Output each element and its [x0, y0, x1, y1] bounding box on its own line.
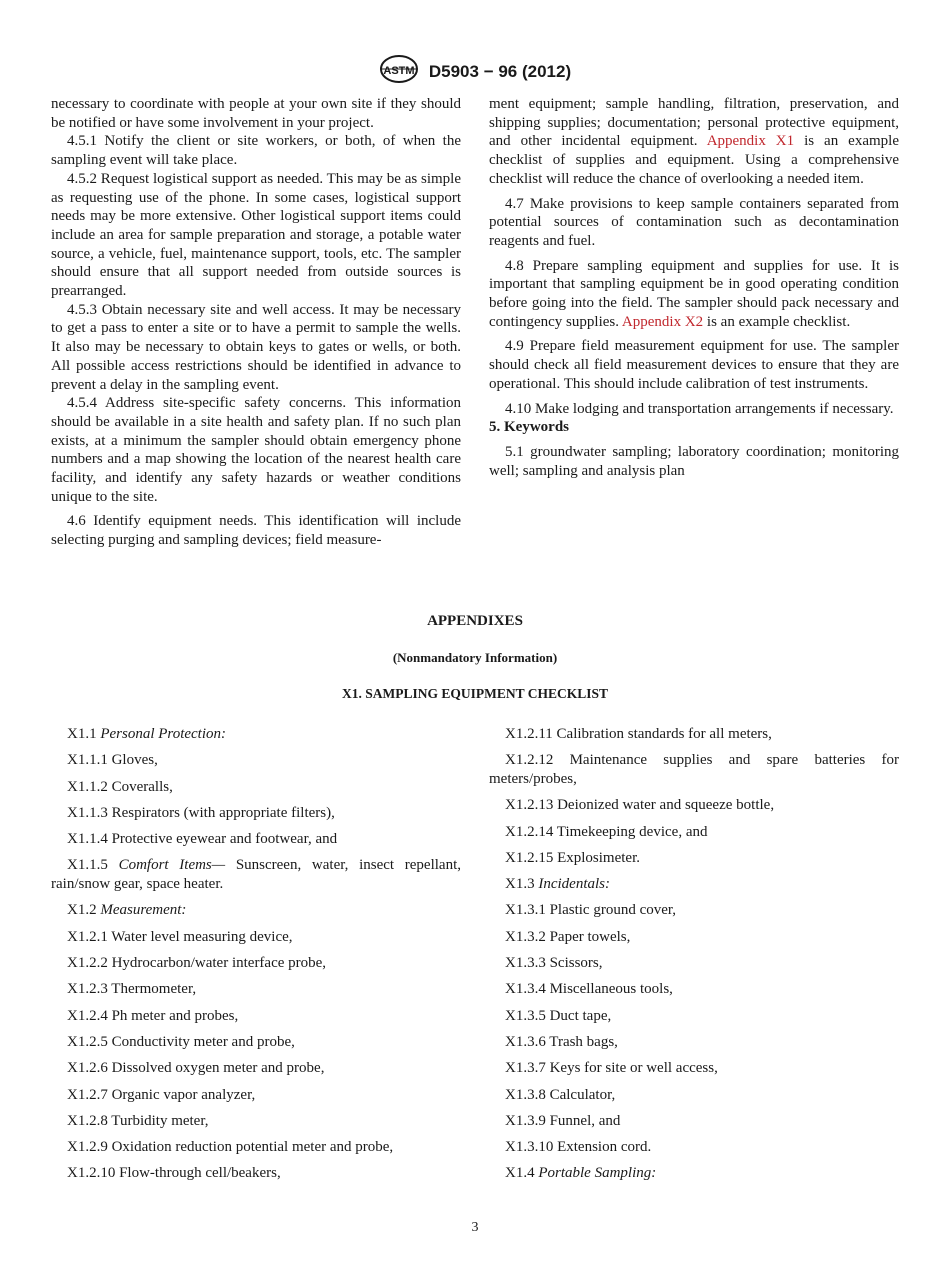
astm-logo-icon — [379, 54, 419, 89]
list-item-comfort: X1.1.5 Comfort Items— Sunscreen, water, insect repellant, rain/snow gear, space heater. — [51, 857, 461, 893]
list-item: X1.3.6 Trash bags, — [505, 1033, 618, 1050]
list-item: X1.3.5 Duct tape, — [505, 1007, 612, 1024]
list-item: X1.2.6 Dissolved oxygen meter and probe, — [67, 1060, 325, 1077]
list-item: X1.2.2 Hydrocarbon/water interface probe, — [67, 955, 327, 972]
list-item: X1.3.9 Funnel, and — [505, 1112, 621, 1129]
list-item: X1.2.5 Conductivity meter and probe, — [67, 1033, 295, 1050]
paragraph-4-5-4: 4.5.4 Address site-specific safety concerns. This information should be available in a site health and safety plan. If no such plan exists, at a minimum the sampler should obtain emergency phone numbers and a map showing the location of the nearest health care facility, and identify any safety hazards or weather conditions unique to the site. — [51, 395, 461, 505]
paragraph-4-5-3: 4.5.3 Obtain necessary site and well access. It may be necessary to get a pass to enter a site or to have a permit to sample the wells. It also may be necessary to obtain keys to gates or wells, or both. All possible access restrictions should be identified in advance to prevent a delay in the sampling event. — [51, 301, 461, 393]
appendixes-subtitle: (Nonmandatory Information) — [392, 650, 558, 665]
keywords-heading: 5. Keywords — [489, 419, 569, 436]
list-item: X1.2.3 Thermometer, — [67, 981, 197, 998]
appendix-x1-link[interactable]: Appendix X1 — [706, 133, 795, 150]
list-item: X1.3.8 Calculator, — [505, 1086, 616, 1103]
list-item: X1.1.4 Protective eyewear and footwear, and — [67, 831, 338, 848]
left-column-top — [51, 95, 461, 550]
page-header — [0, 54, 950, 89]
list-item: X1.1.3 Respirators (with appropriate filters), — [67, 804, 335, 821]
list-item: X1.3.7 Keys for site or well access, — [505, 1060, 718, 1077]
checklist-left-column — [51, 725, 461, 1191]
paragraph-4-6-continued: ment equipment; sample handling, filtration, preservation, and shipping supplies; documentation; personal protective equipment, and other incidental equipment. Appendix X1 is an example checklist of supplies and equipment. Using a comprehensive checklist will reduce the chance of overlooking a needed item. — [489, 96, 899, 187]
list-item: X1.2.12 Maintenance supplies and spare batteries for meters/probes, — [489, 752, 899, 787]
list-item: X1.2.9 Oxidation reduction potential meter and probe, — [67, 1139, 394, 1156]
checklist-right-column — [489, 725, 899, 1191]
paragraph-4-8: 4.8 Prepare sampling equipment and supplies for use. It is important that sampling equipment be in good operating condition before going into the field. The sampler should pack necessary and contingency supplies. Appendix X2 is an example checklist. — [489, 257, 899, 330]
x1-title: X1. SAMPLING EQUIPMENT CHECKLIST — [341, 686, 609, 701]
appendix-x2-link[interactable]: Appendix X2 — [621, 313, 704, 330]
paragraph-4-10: 4.10 Make lodging and transportation arrangements if necessary. — [505, 400, 894, 417]
list-item: X1.2.4 Ph meter and probes, — [67, 1007, 239, 1024]
list-item: X1.2.15 Explosimeter. — [505, 849, 640, 866]
list-item: X1.2.7 Organic vapor analyzer, — [67, 1086, 256, 1103]
paragraph-4-9: 4.9 Prepare field measurement equipment for use. The sampler should check all field measurement devices to ensure that they are operational. This should include calibration of test instruments. — [489, 338, 899, 392]
right-column-top — [489, 95, 899, 480]
appendixes-title: APPENDIXES — [427, 613, 523, 629]
x1-2-heading: X1.2 Measurement: — [67, 902, 187, 919]
list-item: X1.1.2 Coveralls, — [67, 778, 173, 795]
document-designation: D5903 − 96 (2012) — [428, 61, 572, 81]
list-item: X1.1.1 Gloves, — [67, 752, 158, 769]
list-item: X1.3.3 Scissors, — [505, 955, 603, 972]
paragraph-5-1: 5.1 groundwater sampling; laboratory coordination; monitoring well; sampling and analysis plan — [489, 443, 899, 479]
paragraph-continued: necessary to coordinate with people at your own site if they should be notified or have some involvement in your project. — [51, 96, 461, 131]
list-item: X1.2.11 Calibration standards for all meters, — [505, 726, 772, 742]
list-item: X1.3.1 Plastic ground cover, — [505, 902, 677, 919]
paragraph-4-5-1: 4.5.1 Notify the client or site workers, or both, of when the sampling event will take place. — [51, 133, 461, 169]
x1-1-heading: X1.1 Personal Protection: — [67, 726, 227, 742]
list-item: X1.3.2 Paper towels, — [505, 928, 631, 945]
paragraph-4-7: 4.7 Make provisions to keep sample containers separated from potential sources of contamination such as decontamination reagents and fuel. — [489, 195, 899, 249]
list-item: X1.3.10 Extension cord. — [505, 1139, 652, 1156]
logo-text: ASTM — [383, 65, 415, 77]
x1-4-heading: X1.4 Portable Sampling: — [505, 1165, 657, 1182]
page-number: 3 — [471, 1220, 479, 1235]
list-item: X1.2.14 Timekeeping device, and — [505, 823, 708, 840]
list-item: X1.2.13 Deionized water and squeeze bottle, — [505, 797, 775, 814]
list-item: X1.2.10 Flow-through cell/beakers, — [67, 1165, 281, 1182]
list-item: X1.3.4 Miscellaneous tools, — [505, 981, 673, 998]
paragraph-4-6: 4.6 Identify equipment needs. This identification will include selecting purging and sampling devices; field measure- — [51, 513, 461, 549]
x1-3-heading: X1.3 Incidentals: — [505, 876, 610, 893]
paragraph-4-5-2: 4.5.2 Request logistical support as needed. This may be as simple as requesting use of the phone. In some cases, logistical support needs may be more extensive. Other logistical support items could include an area for sample preparation and storage, a potable water source, a vehicle, fuel, maintenance support, tools, etc. The sampler should ensure that all support needed from outside sources is prearranged. — [51, 170, 461, 300]
list-item: X1.2.1 Water level measuring device, — [67, 928, 293, 945]
list-item: X1.2.8 Turbidity meter, — [67, 1112, 209, 1129]
